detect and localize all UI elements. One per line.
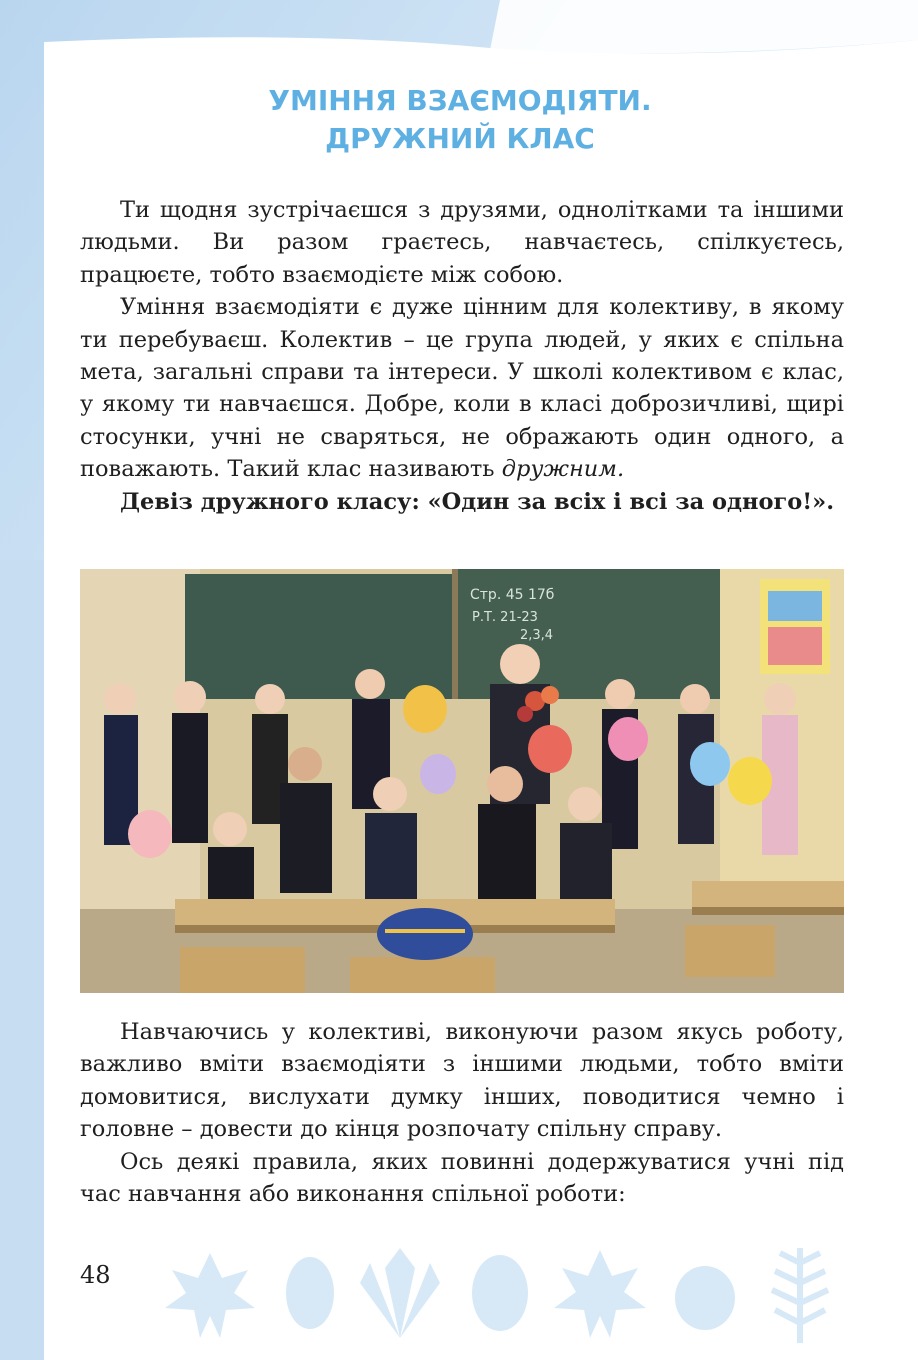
chalkboard-left	[185, 574, 455, 699]
maple-leaf-icon	[165, 1253, 255, 1338]
italic-word-friendly: дружним.	[501, 456, 625, 483]
round-leaf-icon	[675, 1266, 735, 1330]
oval-leaf-icon	[286, 1257, 334, 1329]
board-text-2: Р.Т. 21-23	[472, 610, 538, 625]
desk-right	[692, 881, 844, 907]
heading-line-2: ДРУЖНИЙ КЛАС	[325, 122, 595, 155]
board-text-1: Стр. 45 17б	[470, 587, 555, 603]
paragraph-2-text: Уміння взаємодіяти є дуже цінним для колективу, в якому ти перебуваєш. Колектив – це група людей, у яких є спільна мета, загальні справи та інтереси. У школі колективом є клас, у якому ти навчаєшся. Добре, коли в класі доброзичливі, щирі стосунки, учні не сваряться, не ображають один одного, а поважають. Такий клас називають	[80, 294, 844, 483]
chestnut-leaf-icon	[360, 1248, 440, 1338]
chair-2	[350, 957, 495, 993]
paragraph-3: Навчаючись у колективі, виконуючи разом якусь роботу, важливо вміти взаємодіяти з іншими людьми, тобто вміти домовитися, вислухати думку інших, поводитися чемно і головне – довести до кінця розпочату спільну справу.	[80, 1019, 844, 1143]
paragraph-1: Ти щодня зустрічаєшся з друзями, однолітками та іншими людьми. Ви разом граєтесь, навчаєтесь, спілкуєтесь, працюєте, тобто взаємодієте між собою.	[80, 197, 844, 288]
page-number: 48	[80, 1261, 111, 1289]
oak-leaf-icon	[472, 1255, 528, 1331]
paragraph-4: Ось деякі правила, яких повинні додержуватися учні під час навчання або виконання спільної роботи:	[80, 1148, 844, 1208]
decorative-leaves	[160, 1238, 860, 1348]
maple-leaf-2-icon	[554, 1250, 646, 1338]
chair-3	[685, 925, 775, 977]
heading-line-1: УМІННЯ ВЗАЄМОДІЯТИ.	[268, 84, 652, 117]
bottom-text-block	[80, 1016, 844, 1210]
fern-leaf-icon	[772, 1248, 828, 1343]
backpack	[377, 908, 473, 960]
top-text-block	[80, 194, 844, 518]
chair-1	[180, 947, 305, 993]
class-motto: Девіз дружного класу: «Один за всіх і всі за одного!».	[120, 488, 835, 515]
paragraph-2	[80, 291, 844, 485]
class-photo	[80, 569, 844, 993]
board-text-3: 2,3,4	[520, 628, 554, 643]
page-heading	[150, 82, 770, 158]
